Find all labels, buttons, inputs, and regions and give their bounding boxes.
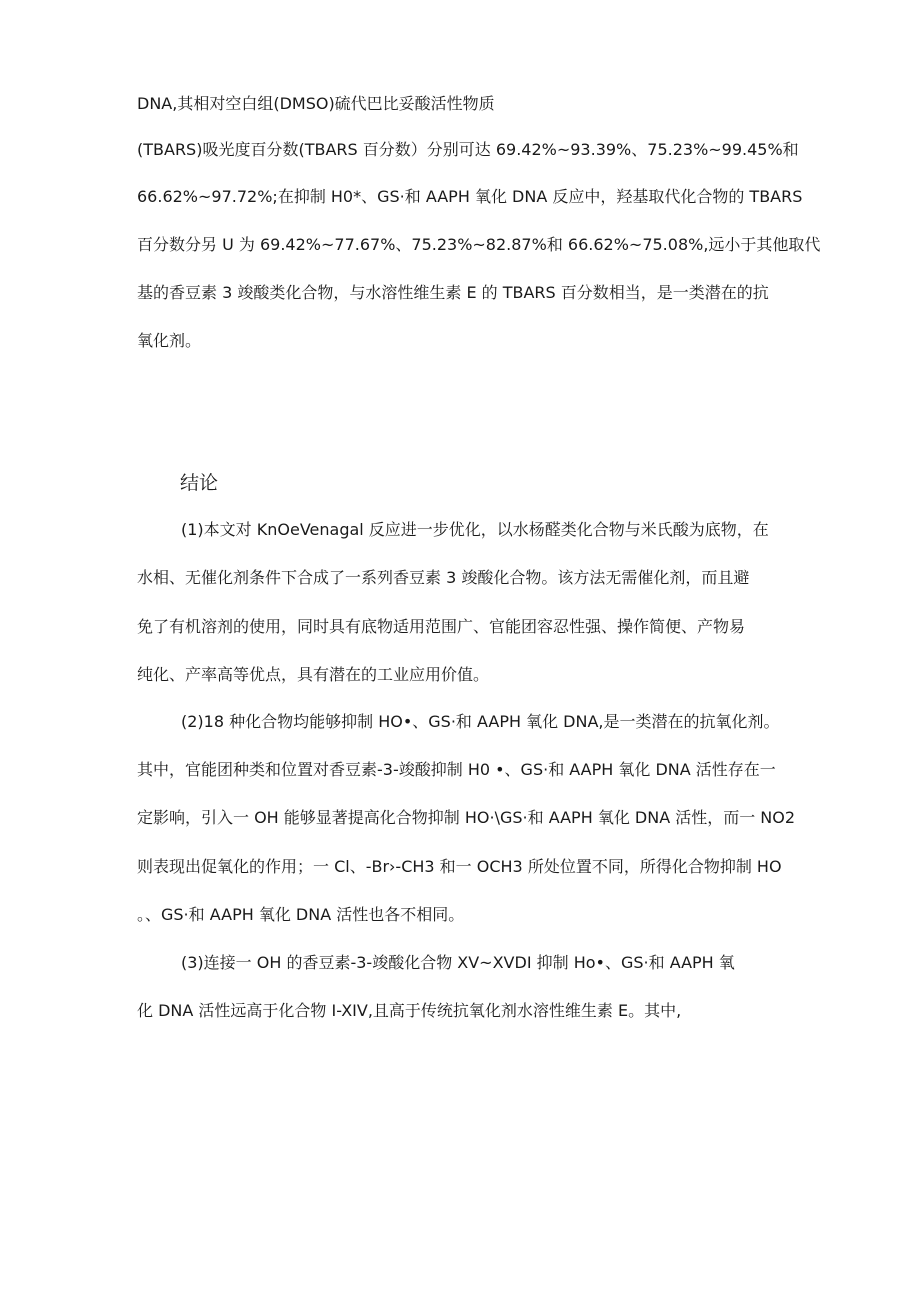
section-heading-conclusion: 结论 — [180, 472, 219, 494]
conclusion-p2-line-4: 则表现出促氧化的作用；一 Cl、-Br›-CH3 和一 OCH3 所处位置不同，所得化合物抑制 HO — [137, 857, 782, 876]
conclusion-p1-line-1: (1)本文对 KnOeVenagal 反应进一步优化，以水杨醛类化合物与米氏酸为底物，在 — [181, 520, 769, 539]
conclusion-p3-line-1: (3)连接一 OH 的香豆素-3-竣酸化合物 XV~XVDI 抑制 Ho•、GS·和 AAPH 氧 — [181, 953, 735, 972]
intro-line-5: 基的香豆素 3 竣酸类化合物，与水溶性维生素 E 的 TBARS 百分数相当，是一类潜在的抗 — [137, 283, 769, 302]
intro-line-6: 氧化剂。 — [137, 331, 202, 350]
conclusion-p1-line-4: 纯化、产率高等优点，具有潜在的工业应用价值。 — [137, 665, 490, 684]
conclusion-p1-line-2: 水相、无催化剂条件下合成了一系列香豆素 3 竣酸化合物。该方法无需催化剂，而且避 — [137, 568, 750, 587]
intro-line-1: DNA,其相对空白组(DMSO)硫代巴比妥酸活性物质 — [137, 94, 495, 113]
conclusion-p1-line-3: 免了有机溶剂的使用，同时具有底物适用范围广、官能团容忍性强、操作简便、产物易 — [137, 617, 746, 636]
conclusion-p2-line-3: 定影响，引入一 OH 能够显著提高化合物抑制 HO·\GS·和 AAPH 氧化 DNA 活性，而一 NO2 — [137, 808, 796, 827]
conclusion-p2-line-2: 其中，官能团种类和位置对香豆素-3-竣酸抑制 H0 •、GS·和 AAPH 氧化 DNA 活性存在一 — [137, 760, 776, 779]
intro-line-4: 百分数分另 U 为 69.42%~77.67%、75.23%~82.87%和 66.62%~75.08%,远小于其他取代 — [137, 235, 821, 254]
conclusion-p2-line-1: (2)18 种化合物均能够抑制 HO•、GS·和 AAPH 氧化 DNA,是一类潜在的抗氧化剂。 — [181, 712, 780, 731]
conclusion-p2-line-5: 。、GS·和 AAPH 氧化 DNA 活性也各不相同。 — [137, 905, 465, 924]
intro-line-3: 66.62%~97.72%;在抑制 H0*、GS·和 AAPH 氧化 DNA 反应中，羟基取代化合物的 TBARS — [137, 187, 803, 206]
intro-line-2: (TBARS)吸光度百分数(TBARS 百分数）分别可达 69.42%~93.39%、75.23%~99.45%和 — [137, 140, 799, 159]
conclusion-p3-line-2: 化 DNA 活性远高于化合物 I-XIV,且高于传统抗氧化剂水溶性维生素 E。其中, — [137, 1001, 682, 1020]
